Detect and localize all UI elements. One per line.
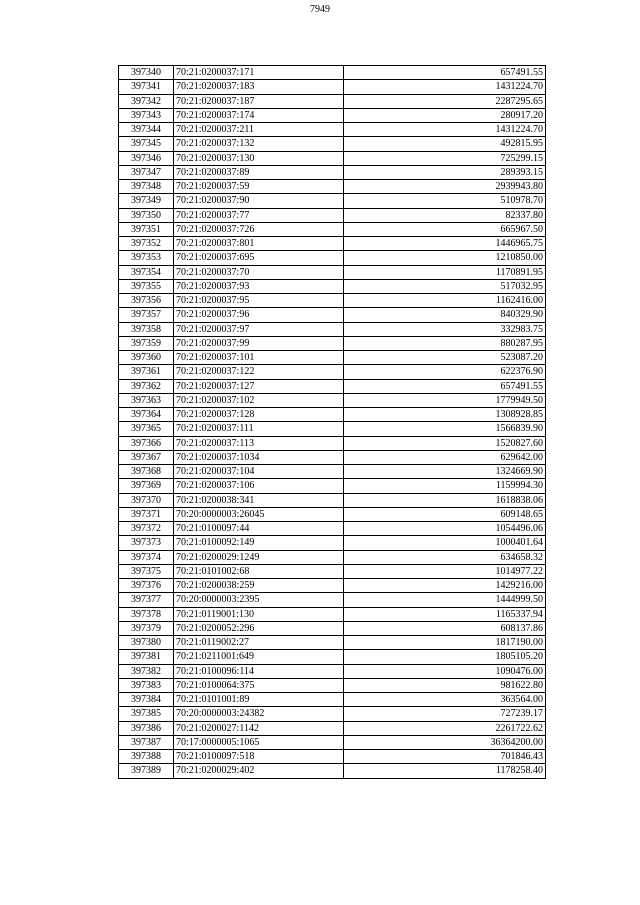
cadastral-value-cell: 1178258.40 [344, 764, 546, 778]
cadastral-value-table [118, 65, 546, 779]
row-number-cell: 397342 [119, 94, 174, 108]
cadastral-value-cell: 1308928.85 [344, 408, 546, 422]
cadastral-value-cell: 1090476.00 [344, 664, 546, 678]
cadastral-number-cell: 70:21:0200037:801 [174, 237, 344, 251]
row-number-cell: 397340 [119, 66, 174, 80]
cadastral-value-cell: 725299.15 [344, 151, 546, 165]
row-number-cell: 397347 [119, 165, 174, 179]
cadastral-value-cell: 2939943.80 [344, 180, 546, 194]
cadastral-value-cell: 609148.65 [344, 507, 546, 521]
table-row [119, 165, 546, 179]
cadastral-number-cell: 70:21:0200052:296 [174, 621, 344, 635]
cadastral-number-cell: 70:21:0200037:93 [174, 279, 344, 293]
cadastral-value-cell: 517032.95 [344, 279, 546, 293]
cadastral-value-cell: 701846.43 [344, 750, 546, 764]
cadastral-number-cell: 70:21:0200037:106 [174, 479, 344, 493]
cadastral-value-cell: 1805105.20 [344, 650, 546, 664]
table-row [119, 764, 546, 778]
row-number-cell: 397387 [119, 735, 174, 749]
cadastral-value-cell: 1431224.70 [344, 123, 546, 137]
row-number-cell: 397346 [119, 151, 174, 165]
cadastral-value-cell: 880287.95 [344, 336, 546, 350]
row-number-cell: 397343 [119, 108, 174, 122]
row-number-cell: 397344 [119, 123, 174, 137]
row-number-cell: 397356 [119, 294, 174, 308]
cadastral-value-cell: 1162416.00 [344, 294, 546, 308]
row-number-cell: 397388 [119, 750, 174, 764]
cadastral-number-cell: 70:21:0200038:341 [174, 493, 344, 507]
cadastral-value-cell: 840329.90 [344, 308, 546, 322]
cadastral-value-cell: 665967.50 [344, 222, 546, 236]
cadastral-value-cell: 622376.90 [344, 365, 546, 379]
table-row [119, 351, 546, 365]
cadastral-number-cell: 70:21:0200037:95 [174, 294, 344, 308]
cadastral-number-cell: 70:21:0200037:101 [174, 351, 344, 365]
cadastral-number-cell: 70:21:0200037:59 [174, 180, 344, 194]
row-number-cell: 397380 [119, 636, 174, 650]
cadastral-value-cell: 1817190.00 [344, 636, 546, 650]
cadastral-value-cell: 332983.75 [344, 322, 546, 336]
table-row [119, 94, 546, 108]
row-number-cell: 397386 [119, 721, 174, 735]
cadastral-number-cell: 70:21:0200037:130 [174, 151, 344, 165]
row-number-cell: 397365 [119, 422, 174, 436]
cadastral-number-cell: 70:21:0200037:187 [174, 94, 344, 108]
row-number-cell: 397362 [119, 379, 174, 393]
cadastral-number-cell: 70:21:0200037:726 [174, 222, 344, 236]
cadastral-value-cell: 657491.55 [344, 66, 546, 80]
table-row [119, 636, 546, 650]
cadastral-value-cell: 1779949.50 [344, 393, 546, 407]
table-row [119, 365, 546, 379]
cadastral-number-cell: 70:21:0119001:130 [174, 607, 344, 621]
cadastral-number-cell: 70:21:0200037:96 [174, 308, 344, 322]
cadastral-value-cell: 2261722.62 [344, 721, 546, 735]
row-number-cell: 397357 [119, 308, 174, 322]
row-number-cell: 397355 [119, 279, 174, 293]
row-number-cell: 397360 [119, 351, 174, 365]
cadastral-value-cell: 634658.32 [344, 550, 546, 564]
cadastral-number-cell: 70:21:0200037:128 [174, 408, 344, 422]
row-number-cell: 397382 [119, 664, 174, 678]
row-number-cell: 397341 [119, 80, 174, 94]
cadastral-value-cell: 1014977.22 [344, 564, 546, 578]
cadastral-number-cell: 70:21:0200037:171 [174, 66, 344, 80]
row-number-cell: 397353 [119, 251, 174, 265]
table-row [119, 408, 546, 422]
cadastral-number-cell: 70:21:0200037:70 [174, 265, 344, 279]
table-row [119, 750, 546, 764]
row-number-cell: 397389 [119, 764, 174, 778]
cadastral-value-cell: 2287295.65 [344, 94, 546, 108]
row-number-cell: 397384 [119, 693, 174, 707]
table-row [119, 379, 546, 393]
cadastral-number-cell: 70:21:0200037:104 [174, 465, 344, 479]
table-row [119, 436, 546, 450]
table-row [119, 222, 546, 236]
table-row [119, 237, 546, 251]
table-row [119, 664, 546, 678]
row-number-cell: 397373 [119, 536, 174, 550]
cadastral-value-cell: 1618838.06 [344, 493, 546, 507]
table-row [119, 180, 546, 194]
cadastral-value-cell: 1444999.50 [344, 593, 546, 607]
row-number-cell: 397358 [119, 322, 174, 336]
table-row [119, 621, 546, 635]
cadastral-value-cell: 1054496.06 [344, 522, 546, 536]
table-row [119, 66, 546, 80]
table-body [119, 66, 546, 779]
cadastral-value-cell: 1520827.60 [344, 436, 546, 450]
row-number-cell: 397369 [119, 479, 174, 493]
row-number-cell: 397350 [119, 208, 174, 222]
cadastral-number-cell: 70:21:0200037:122 [174, 365, 344, 379]
table-row [119, 678, 546, 692]
table-row [119, 108, 546, 122]
cadastral-value-cell: 523087.20 [344, 351, 546, 365]
cadastral-number-cell: 70:21:0200037:1034 [174, 450, 344, 464]
table-row [119, 593, 546, 607]
cadastral-number-cell: 70:21:0200027:1142 [174, 721, 344, 735]
cadastral-value-cell: 1210850.00 [344, 251, 546, 265]
table-row [119, 251, 546, 265]
cadastral-number-cell: 70:21:0200029:402 [174, 764, 344, 778]
table-row [119, 579, 546, 593]
cadastral-number-cell: 70:21:0200038:259 [174, 579, 344, 593]
cadastral-number-cell: 70:21:0200037:111 [174, 422, 344, 436]
row-number-cell: 397351 [119, 222, 174, 236]
cadastral-value-cell: 981622.80 [344, 678, 546, 692]
table-row [119, 137, 546, 151]
cadastral-number-cell: 70:21:0100092:149 [174, 536, 344, 550]
row-number-cell: 397374 [119, 550, 174, 564]
cadastral-value-cell: 1566839.90 [344, 422, 546, 436]
table-row [119, 265, 546, 279]
cadastral-number-cell: 70:21:0100097:518 [174, 750, 344, 764]
table-row [119, 450, 546, 464]
cadastral-value-cell: 1165337.94 [344, 607, 546, 621]
row-number-cell: 397354 [119, 265, 174, 279]
table-row [119, 522, 546, 536]
cadastral-number-cell: 70:21:0200037:102 [174, 393, 344, 407]
cadastral-number-cell: 70:21:0211001:649 [174, 650, 344, 664]
row-number-cell: 397385 [119, 707, 174, 721]
row-number-cell: 397348 [119, 180, 174, 194]
cadastral-value-cell: 1000401.64 [344, 536, 546, 550]
cadastral-value-cell: 510978.70 [344, 194, 546, 208]
table-row [119, 607, 546, 621]
cadastral-number-cell: 70:21:0200037:77 [174, 208, 344, 222]
table-row [119, 564, 546, 578]
page-number: 7949 [310, 4, 330, 15]
cadastral-value-cell: 608137.86 [344, 621, 546, 635]
cadastral-number-cell: 70:21:0100097:44 [174, 522, 344, 536]
table-row [119, 550, 546, 564]
table-row [119, 123, 546, 137]
cadastral-value-cell: 1429216.00 [344, 579, 546, 593]
row-number-cell: 397364 [119, 408, 174, 422]
row-number-cell: 397361 [119, 365, 174, 379]
cadastral-number-cell: 70:21:0200037:174 [174, 108, 344, 122]
row-number-cell: 397352 [119, 237, 174, 251]
table-row [119, 507, 546, 521]
table-row [119, 465, 546, 479]
cadastral-number-cell: 70:21:0200037:132 [174, 137, 344, 151]
table-row [119, 707, 546, 721]
row-number-cell: 397378 [119, 607, 174, 621]
table-row [119, 279, 546, 293]
table-row [119, 294, 546, 308]
cadastral-value-cell: 1159994.30 [344, 479, 546, 493]
cadastral-value-cell: 1170891.95 [344, 265, 546, 279]
cadastral-number-cell: 70:20:0000003:26045 [174, 507, 344, 521]
table-row [119, 536, 546, 550]
row-number-cell: 397383 [119, 678, 174, 692]
table-row [119, 336, 546, 350]
cadastral-number-cell: 70:21:0200037:99 [174, 336, 344, 350]
cadastral-value-cell: 657491.55 [344, 379, 546, 393]
cadastral-number-cell: 70:21:0101001:89 [174, 693, 344, 707]
row-number-cell: 397377 [119, 593, 174, 607]
row-number-cell: 397363 [119, 393, 174, 407]
cadastral-number-cell: 70:21:0200037:89 [174, 165, 344, 179]
cadastral-value-cell: 629642.00 [344, 450, 546, 464]
row-number-cell: 397376 [119, 579, 174, 593]
table-row [119, 151, 546, 165]
table-row [119, 393, 546, 407]
cadastral-value-cell: 36364200.00 [344, 735, 546, 749]
row-number-cell: 397368 [119, 465, 174, 479]
cadastral-number-cell: 70:21:0200037:97 [174, 322, 344, 336]
table-row [119, 693, 546, 707]
cadastral-number-cell: 70:21:0119002:27 [174, 636, 344, 650]
table-row [119, 479, 546, 493]
row-number-cell: 397372 [119, 522, 174, 536]
table-row [119, 735, 546, 749]
cadastral-number-cell: 70:20:0000003:24382 [174, 707, 344, 721]
row-number-cell: 397359 [119, 336, 174, 350]
cadastral-number-cell: 70:21:0200029:1249 [174, 550, 344, 564]
row-number-cell: 397345 [119, 137, 174, 151]
row-number-cell: 397375 [119, 564, 174, 578]
table-row [119, 208, 546, 222]
cadastral-value-cell: 289393.15 [344, 165, 546, 179]
cadastral-value-cell: 492815.95 [344, 137, 546, 151]
table-row [119, 322, 546, 336]
cadastral-number-cell: 70:21:0200037:113 [174, 436, 344, 450]
cadastral-number-cell: 70:21:0200037:127 [174, 379, 344, 393]
row-number-cell: 397367 [119, 450, 174, 464]
table-row [119, 493, 546, 507]
cadastral-value-cell: 727239.17 [344, 707, 546, 721]
cadastral-value-cell: 363564.00 [344, 693, 546, 707]
row-number-cell: 397371 [119, 507, 174, 521]
row-number-cell: 397349 [119, 194, 174, 208]
cadastral-value-cell: 1324669.90 [344, 465, 546, 479]
cadastral-number-cell: 70:21:0200037:211 [174, 123, 344, 137]
row-number-cell: 397381 [119, 650, 174, 664]
cadastral-value-cell: 82337.80 [344, 208, 546, 222]
cadastral-number-cell: 70:17:0000005:1065 [174, 735, 344, 749]
cadastral-number-cell: 70:21:0200037:183 [174, 80, 344, 94]
row-number-cell: 397379 [119, 621, 174, 635]
table-row [119, 422, 546, 436]
cadastral-number-cell: 70:21:0100064:375 [174, 678, 344, 692]
cadastral-number-cell: 70:21:0101002:68 [174, 564, 344, 578]
cadastral-number-cell: 70:21:0200037:695 [174, 251, 344, 265]
table-row [119, 80, 546, 94]
cadastral-value-cell: 1446965.75 [344, 237, 546, 251]
table-row [119, 194, 546, 208]
table-row [119, 721, 546, 735]
table-row [119, 650, 546, 664]
cadastral-value-cell: 280917.20 [344, 108, 546, 122]
table-row [119, 308, 546, 322]
row-number-cell: 397366 [119, 436, 174, 450]
cadastral-number-cell: 70:21:0200037:90 [174, 194, 344, 208]
cadastral-number-cell: 70:21:0100096:114 [174, 664, 344, 678]
cadastral-value-cell: 1431224.70 [344, 80, 546, 94]
cadastral-number-cell: 70:20:0000003:2395 [174, 593, 344, 607]
row-number-cell: 397370 [119, 493, 174, 507]
